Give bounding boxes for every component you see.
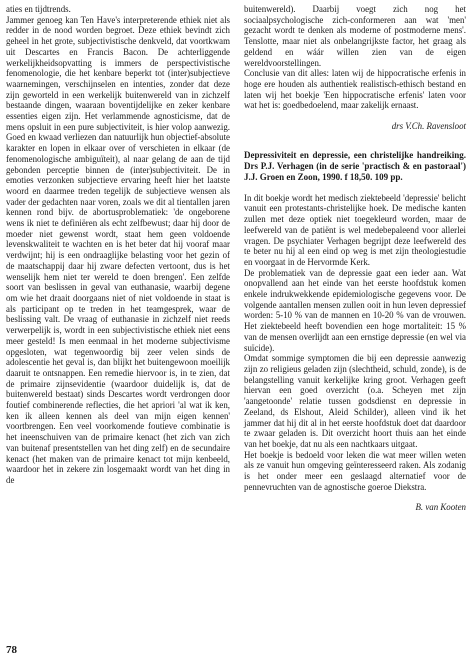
conclusion-paragraph: Conclusie van dit alles: laten wij de hippocratische erfenis in hoge ere houden als authentiek realistisch-ethisch bestand en laten wij het boekje 'Een hippocratische erfenis' laten voor wat het is: goedbedoelend, maar zakelijk ernaast. bbox=[244, 68, 466, 111]
paragraph: buitenwereld). Daarbij voegt zich nog het sociaalpsychologische zich-conformeren aan wat 'men' gezacht wordt te denken als moderne of postmoderne mens'. Tenslotte, maar niet als onbelangrijkste factor, het graag als geldend en wáár willen zien van de eigen wereldvoorstellingen. bbox=[244, 4, 466, 68]
spacer bbox=[244, 183, 466, 193]
paragraph: In dit boekje wordt het medisch ziektebeeld 'depressie' belicht vanuit een protestants-christelijke hoek. De medische kanten zullen met deze optiek niet toegekleurd worden, maar de leefwereld van de patiënt is wel medebepaleend voor allerlei vragen. De psychiater Verhagen begrijpt deze leefwereld des te beter nu hij al een eind op weg is met zijn theologiestudie en voorgaat in de Hervormde Kerk. bbox=[244, 192, 466, 267]
paragraph: Het boekje is bedoeld voor leken die wat meer willen weten als ze vanuit hun omgeving geïnteresseerd raken. Als zodanig is het onder meer een geslaagd alternatief voor de pennevruchten van de agnostische goeroe Diekstra. bbox=[244, 449, 466, 492]
paragraph: De problematiek van de depressie gaat een ieder aan. Wat onopvallend aan het einde van het eerste hoofdstuk komen enkele indrukwekkende epidemiologische gegevens voor. De volgende aantallen mensen zullen ooit in hun leven depressief worden: 5-10 % van de mannen en 10-20 % van de vrouwen. Het ziektebeeld heeft bovendien een hoge mortaliteit: 15 % van de mensen overlijdt aan een ernstige depressie (en wel via suïcide). bbox=[244, 267, 466, 353]
spacer bbox=[244, 492, 466, 502]
right-column bbox=[244, 4, 466, 513]
left-column bbox=[6, 4, 230, 486]
review-heading: Depressiviteit en depressie, een christelijke handreiking. Drs P.J. Verhagen (in de serie 'practisch & en pastoraal') J.J. Groen en Zoon, 1990. f 18,50. 109 pp. bbox=[244, 149, 466, 182]
author-signature: B. van Kooten bbox=[415, 502, 466, 513]
paragraph: Omdat sommige symptomen die bij een depressie aanwezig zijn zo religieus geladen zijn (slechtheid, schuld, zonde), is de belangstelling vanuit kerkelijke kring groot. Verhagen geeft hiervan een goed overzicht (o.a. Scheyen met zijn 'aangetoonde' relatie tussen godsdienst en depressie in Zeeland, ds Elshout, Aleid Schilder), alleen vind ik het jammer dat hij dit al in het eerste hoofdstuk doet dat daardoor te zwaar geladen is. Dit overzicht hoort thuis aan het einde van het boekje, dat nu als een nachtkaars uitgaat. bbox=[244, 353, 466, 449]
paragraph: Jammer genoeg kan Ten Have's interpreterende ethiek niet als redder in de nood worden begroet. Deze ethiek bevindt zich geheel in het grote, subjectivistische denkveld, dat voortkwam uit Descartes en Francis Bacon. De achterliggende werkelijkheidsopvatting is immers de perspectivistische fenomenologie, die het kenbare beperkt tot (inter)subjectieve waarnemingen, verschijnselen en intenties, zonder dat deze zijn geworteld in een werkelijk buitenwereld van in zichzelf bestaande dingen, waaraan boventijdelijke en zeker kenbare essenties eigen zijn. Het verlammende agnosticisme, dat de mens opsluit in een pure subjectiviteit, is hier volop aanwezig. Goed en kwaad verliezen dan natuurlijk hun objectief-absolute karakter en lopen in elkaar over of verschieten in elkaar (de fenomenologische ambiguïteit), al naar gelang de aan de tijd gebonden perceptie binnen de (inter)subjectiviteit. De in emoties verzonken subjectieve ervaring heeft hier het laatste woord en daarmee treden tegelijk de subjectieve wensen als vader der gedachten naar voren, zoals we dit al tientallen jaren kennen rond bijv. de abortusproblematiek: 'de ongeborene wens ik niet te definiëren als echt zelfbewust; daar hij door de moeder niet gewenst wordt, staat hem geen voldoende levenskwaliteit te wachten en is het beter dat hij vooraf maar verdwijnt; hij is een ondraaglijke belasting voor het gezin of de maatschappij daar hij zware defecten vertoont, dus is het wenselijk hem niet ter wereld te doen brengen'. Een zelfde soort van beslissen in geval van euthanasie, waarbij degene om wie het draait doorgaans niet of niet voldoende in staat is als participant op te treden in het teamgesprek, waar de beslissing valt. De vraag of euthanasie in zichzelf niet reeds verwerpelijk is, wordt in een subjectivistische ethiek niet eens meer gesteld! Is men eenmaal in het moderne subjectivisme opgesloten, wat tegenwoordig bij zeer velen sinds de adolescentie het geval is, dan blijkt het buitengewoon moeilijk daaruit te ontsnappen. Een remedie hiervoor is, in te zien, dat de primaire zijnsevidentie (waardoor duidelijk is, dat de buitenwereld bestaat) sinds Descartes wordt verdrongen door foutief combinerende reflecties, die het apriori 'al wat ik ken, ken ik alleen kennen als deel van mijn eigen kennen' voortbrengen. Een veel voorkomende foutieve combinatie is het ineenschuiven van de primaire kenact (het zich van zich van buitenaf presentstellen van het ding zelf) en de secundaire kenact (het maken van de primaire kenact tot mijn kenbeeld, waardoor het in zekere zin losgemaakt wordt van het ding in de bbox=[6, 14, 230, 485]
page-number: 78 bbox=[6, 644, 17, 656]
author-signature: drs V.Ch. Ravensloot bbox=[391, 121, 466, 132]
paragraph: aties en tijdtrends. bbox=[6, 4, 71, 14]
spacer bbox=[244, 132, 466, 150]
spacer bbox=[244, 111, 466, 121]
